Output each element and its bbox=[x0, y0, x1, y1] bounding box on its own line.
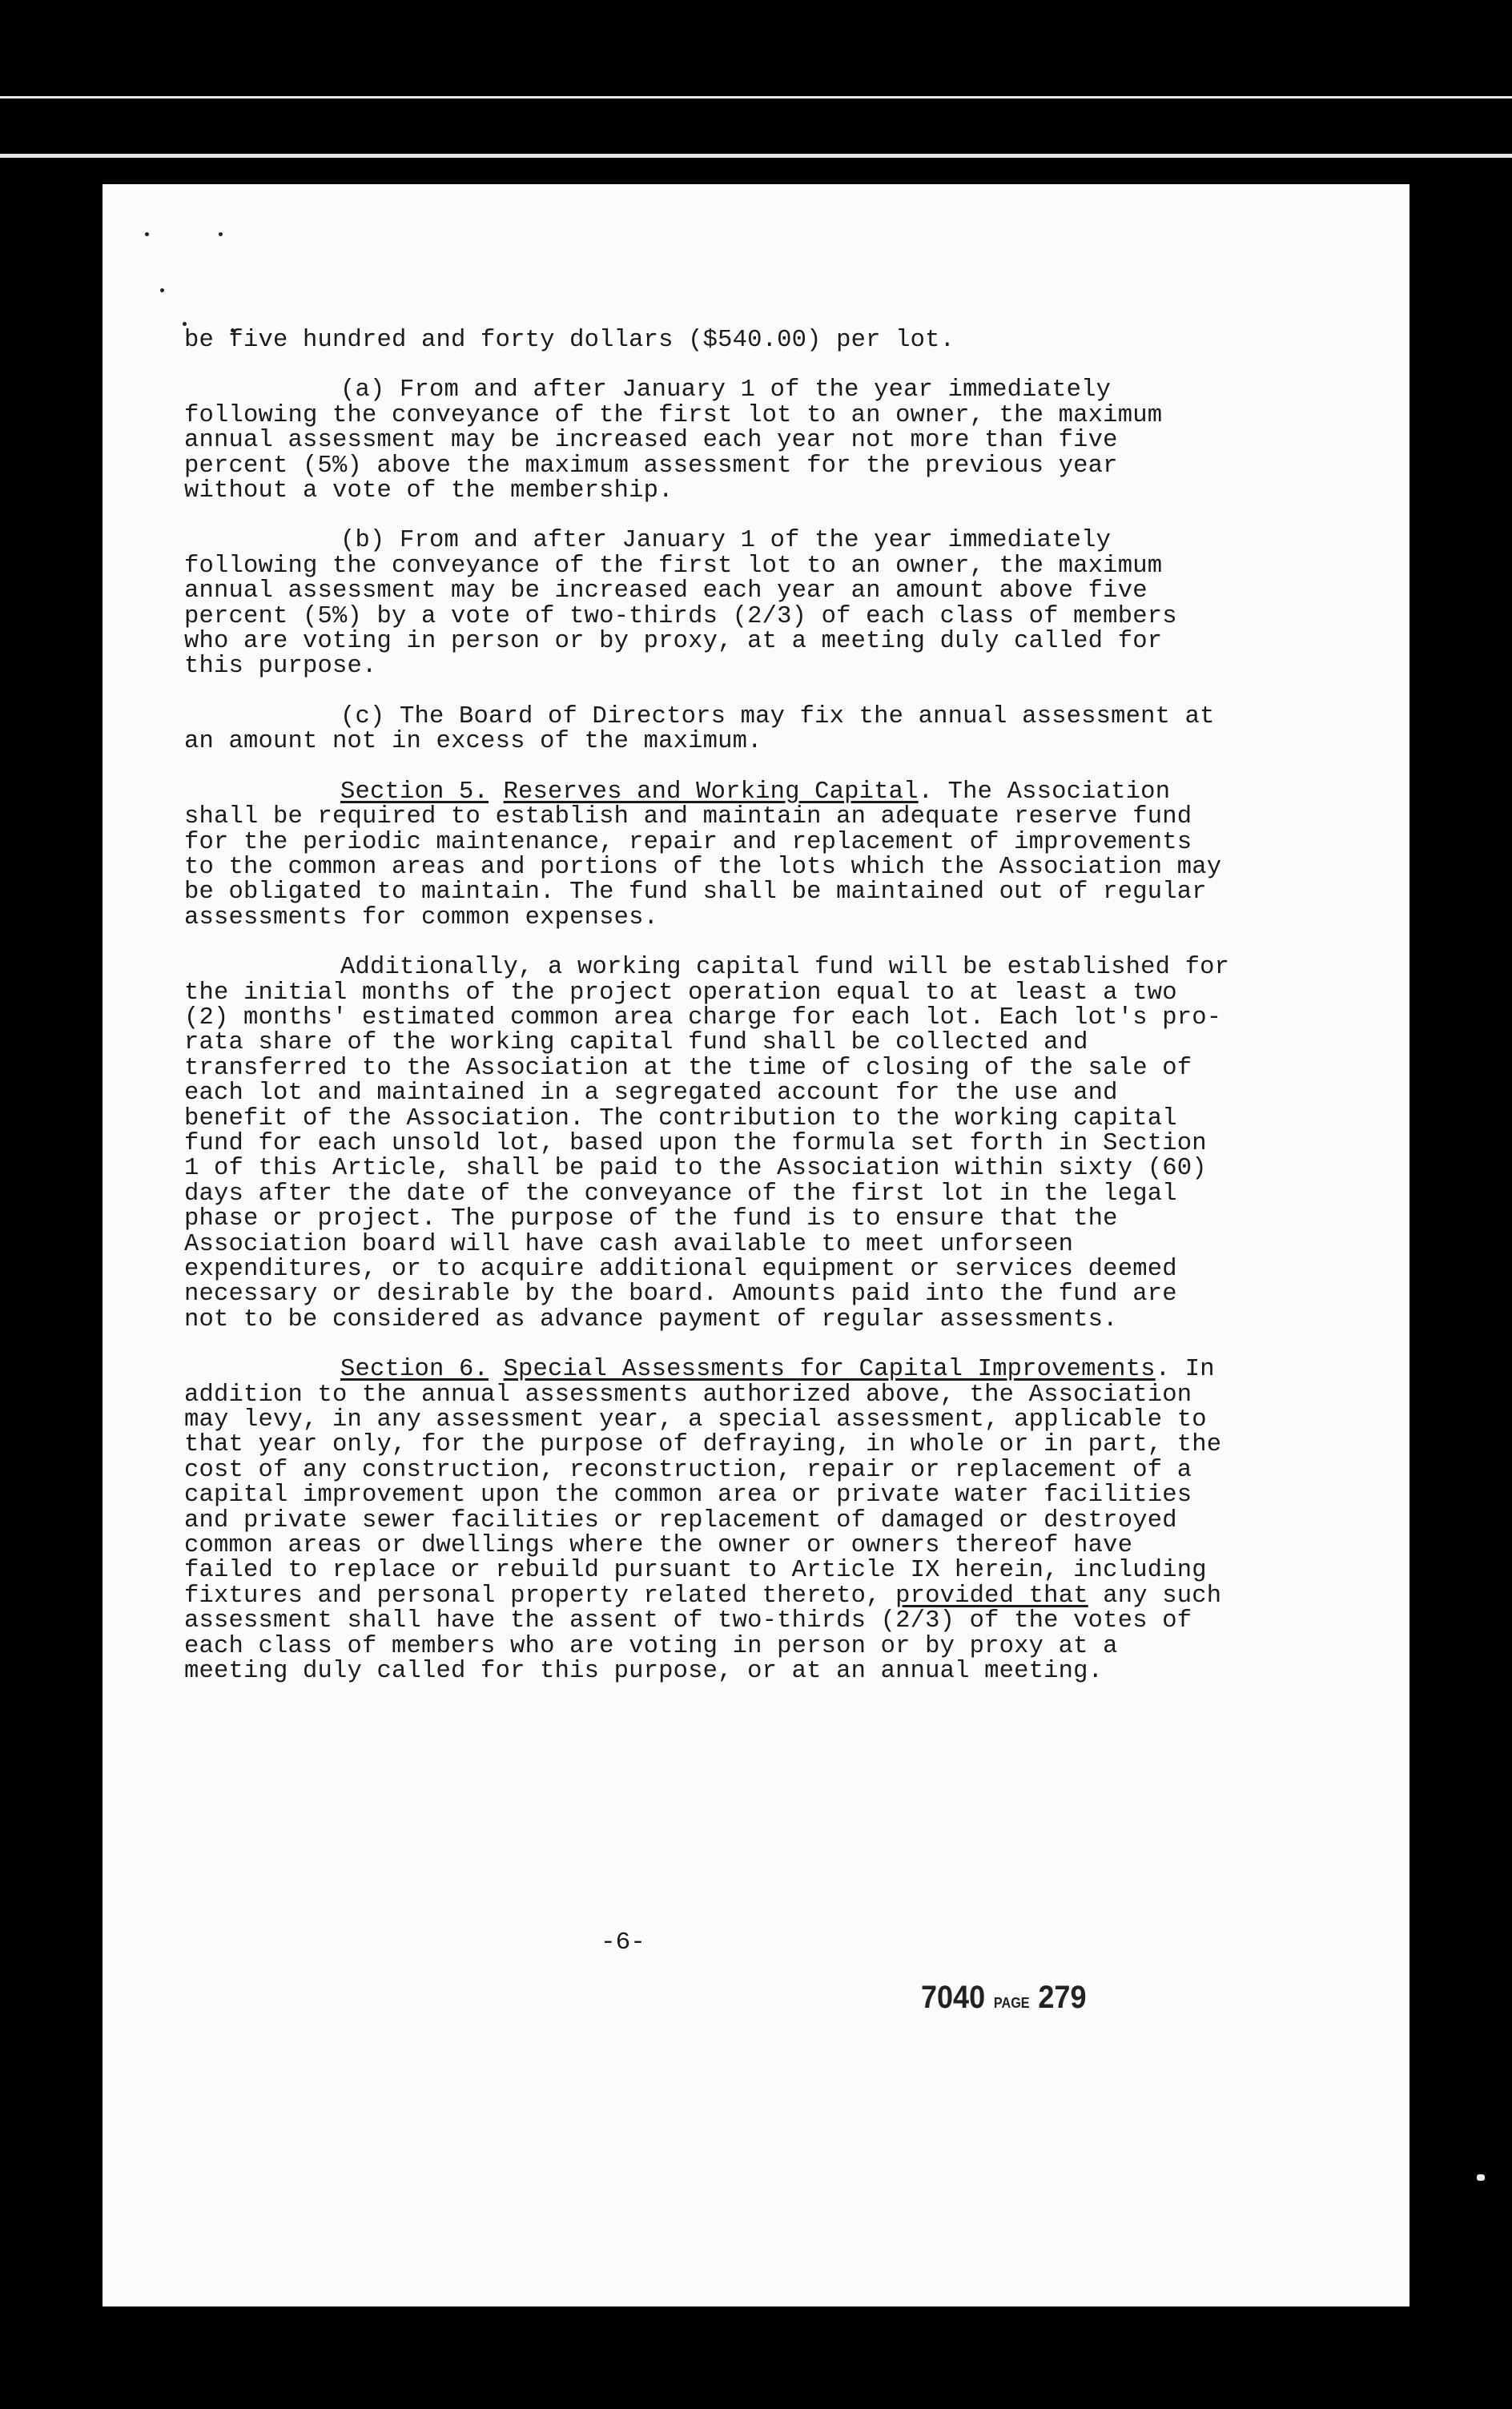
underlined-heading-text: Section 6. bbox=[340, 1356, 489, 1384]
underlined-heading-text: Special Assessments for Capital Improvements bbox=[503, 1356, 1156, 1384]
paragraph bbox=[184, 378, 1233, 504]
paragraph bbox=[184, 328, 1233, 353]
paragraph-text: (b) From and after January 1 of the year immediately following the conveyance of the first lot to an owner, the maximum annual assessment may be increased each year an amount above five percent (5%) by a vote of two-thirds (2/3) of each class of members who are voting in person or by proxy, at a meeting duly called for this purpose. bbox=[184, 527, 1177, 681]
page-number: -6- bbox=[601, 1928, 645, 1957]
paragraph-text: . The Association shall be required to establish and maintain an adequate reserve fund for the periodic maintenance, repair and replacement of improvements to the common areas and portions of the lots which the Association may be obligated to maintain. The fund shall be maintained out of regular assessments for common expenses. bbox=[184, 778, 1222, 931]
underlined-heading-text: Section 5. bbox=[340, 778, 489, 806]
document-body bbox=[184, 328, 1233, 1710]
scan-speck bbox=[160, 288, 164, 292]
paragraph bbox=[184, 702, 1233, 756]
paragraph-text: (c) The Board of Directors may fix the annual assessment at an amount not in excess of the maximum. bbox=[184, 702, 1215, 756]
paragraph-text: Additionally, a working capital fund will be established for the initial months of the project operation equal to at least a two (2) months' estimated common area charge for each lot. Each lot's pro-rata share of the working capital fund shall be collected and transferred to the Association at the time of closing of the sale of each lot and maintained in a segregated account for the use and benefit of the Association. The contribution to the working capital fund for each unsold lot, based upon the formula set forth in Section 1 of this Article, shall be paid to the Association within sixty (60) days after the date of the conveyance of the first lot in the legal phase or project. The purpose of the fund is to ensure that the Association board will have cash available to meet unforseen expenditures, or to acquire additional equipment or services deemed necessary or desirable by the board. Amounts paid into the fund are not to be considered as advance payment of regular assessments. bbox=[184, 954, 1230, 1333]
paragraph-text: (a) From and after January 1 of the year immediately following the conveyance of the first lot to an owner, the maximum annual assessment may be increased each year not more than five percent (5%) above the maximum assessment for the previous year without a vote of the membership. bbox=[184, 376, 1163, 505]
paragraph-text: . In addition to the annual assessments authorized above, the Association may levy, in any assessment year, a special assessment, applicable to that year only, for the purpose of defraying, in whole or in part, the cost of any construction, reconstruction, repair or replacement of a capital improvement upon the common area or private water facilities and private sewer facilities or replacement of damaged or destroyed common areas or dwellings where the owner or owners thereof have failed to replace or rebuild pursuant to Article IX herein, including fixtures and personal property related thereto, bbox=[184, 1356, 1222, 1610]
scan-edge-line bbox=[0, 96, 1512, 99]
paragraph bbox=[184, 529, 1233, 679]
page-label: PAGE bbox=[993, 1995, 1030, 2011]
scan-edge-line bbox=[0, 154, 1512, 158]
paragraph bbox=[184, 955, 1233, 1333]
scan-speck bbox=[219, 232, 223, 236]
paragraph-text: be five hundred and forty dollars ($540.00) per lot. bbox=[184, 327, 955, 354]
scan-speck bbox=[183, 322, 187, 326]
book-number: 7040 bbox=[921, 1980, 986, 2015]
paragraph-text bbox=[489, 1356, 504, 1383]
paragraph bbox=[184, 780, 1233, 931]
underlined-heading-text: provided that bbox=[895, 1582, 1088, 1610]
paragraph-text bbox=[489, 778, 504, 806]
scan-speck bbox=[145, 232, 149, 236]
book-page-number: 279 bbox=[1038, 1980, 1087, 2015]
recording-stamp bbox=[921, 1980, 1086, 2016]
paragraph bbox=[184, 1357, 1233, 1684]
paragraph-text: any such assessment shall have the assent of two-thirds (2/3) of the votes of each class of members who are voting in person or by proxy at a meeting duly called for this purpose, or at an annual meeting. bbox=[184, 1582, 1222, 1686]
underlined-heading-text: Reserves and Working Capital bbox=[503, 778, 919, 806]
scan-edge-speck bbox=[1477, 2174, 1485, 2181]
